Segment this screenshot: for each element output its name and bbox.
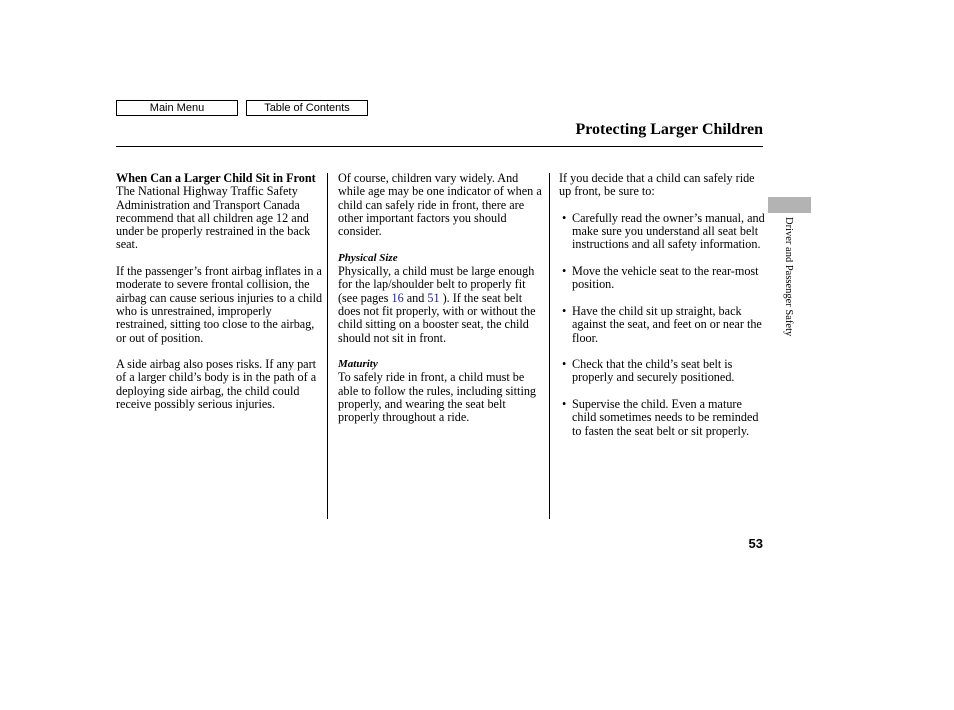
page-link-51[interactable]: 51 [427, 290, 440, 305]
main-menu-button[interactable]: Main Menu [116, 100, 238, 116]
bullet-icon: • [562, 210, 567, 225]
section-heading: When Can a Larger Child Sit in Front [116, 171, 316, 185]
paragraph: If you decide that a child can safely ride up front, be sure to: [559, 171, 755, 199]
bullet-icon: • [562, 397, 567, 412]
paragraph: A side airbag also poses risks. If any part of a larger child’s body is in the path of a deploying side airbag, the child could receive possibly serious injuries. [116, 357, 317, 412]
column-1 [116, 172, 324, 411]
column-divider [327, 173, 328, 519]
list-item [559, 398, 765, 438]
column-divider [549, 173, 550, 519]
list-item-text: Check that the child’s seat belt is properly and securely positioned. [572, 357, 735, 385]
list-item-text: Supervise the child. Even a mature child sometimes needs to be reminded to fasten the seat belt or sit properly. [572, 397, 759, 438]
title-rule [116, 146, 763, 147]
list-item [559, 265, 765, 292]
paragraph: The National Highway Traffic Safety Administration and Transport Canada recommend that all children age 12 and under be properly restrained in the back seat. [116, 184, 311, 252]
column-3 [559, 172, 765, 438]
list-item-text: Move the vehicle seat to the rear-most position. [572, 264, 759, 292]
column-2 [338, 172, 544, 425]
page-link-16[interactable]: 16 [391, 290, 404, 305]
subheading-maturity: Maturity [338, 358, 378, 371]
page-title: Protecting Larger Children [575, 121, 763, 138]
bullet-icon: • [562, 303, 567, 318]
list-item [559, 212, 765, 252]
text-span: and [403, 290, 428, 305]
page-number: 53 [748, 536, 763, 551]
subheading-physical-size: Physical Size [338, 251, 398, 264]
table-of-contents-button[interactable]: Table of Contents [246, 100, 368, 116]
list-item [559, 358, 765, 385]
list-item-text: Carefully read the owner’s manual, and make sure you understand all seat belt instructions and all safety information. [572, 210, 765, 252]
paragraph: To safely ride in front, a child must be able to follow the rules, including sitting properly, and wearing the seat belt properly throughout a ride. [338, 370, 537, 425]
list-item-text: Have the child sit up straight, back against the seat, and feet on or near the floor. [572, 303, 762, 345]
bullet-icon: • [562, 357, 567, 372]
section-tab-label: Driver and Passenger Safety [783, 217, 794, 337]
text-span: ). If the seat belt does not fit properly, with or without the child sitting on a booster seat, the child should not sit in front. [338, 290, 536, 345]
paragraph: Of course, children vary widely. And while age may be one indicator of when a child can safely ride in front, there are other important factors you should consider. [338, 171, 542, 239]
text-span: Physically, a child must be large enough for the lap/shoulder belt to properly fit (see pages [338, 264, 535, 305]
paragraph: If the passenger’s front airbag inflates in a moderate to severe frontal collision, the airbag can cause serious injuries to a child who is unrestrained, improperly restrained, sitting too close to the airbag, or out of position. [116, 264, 323, 345]
paragraph [338, 265, 544, 345]
section-tab-marker [768, 197, 811, 213]
list-item [559, 305, 765, 345]
bullet-icon: • [562, 264, 567, 279]
